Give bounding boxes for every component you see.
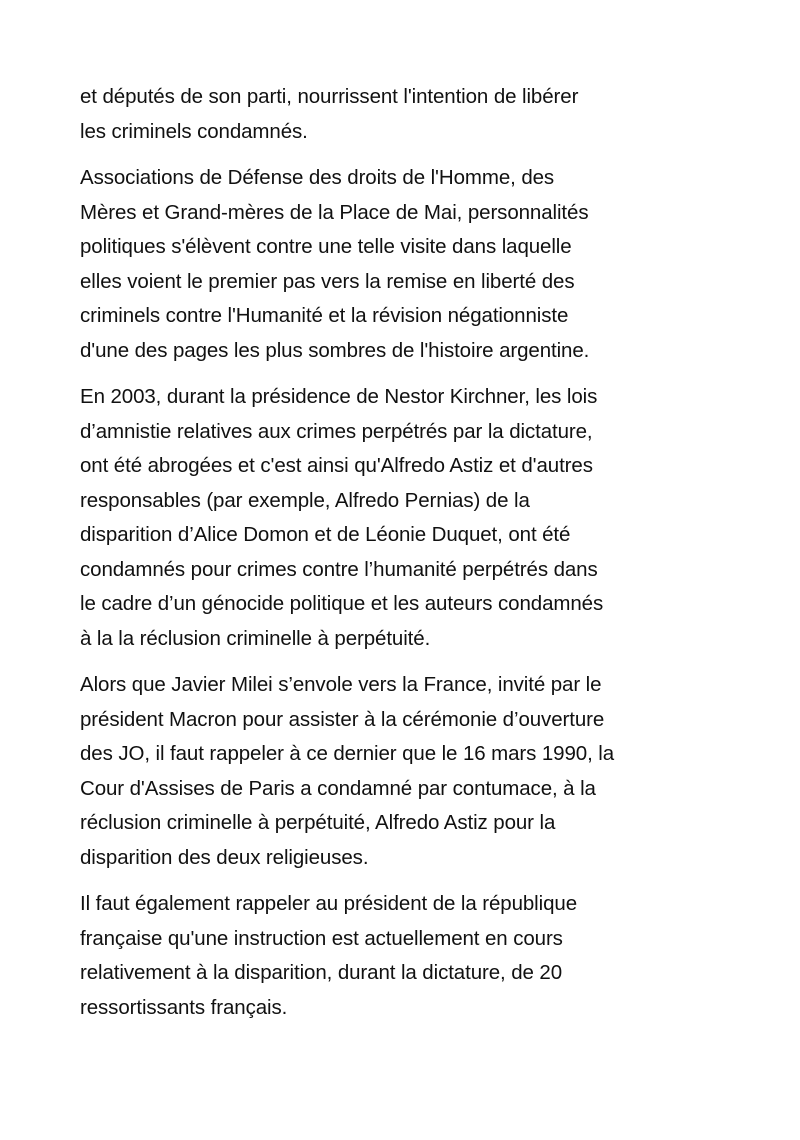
- text-line: Mères et Grand-mères de la Place de Mai, personnalités: [80, 200, 589, 224]
- text-line: réclusion criminelle à perpétuité, Alfredo Astiz pour la: [80, 811, 556, 834]
- text-line: à la la réclusion criminelle à perpétuité.: [80, 626, 431, 650]
- text-line: ont été abrogées et c'est ainsi qu'Alfredo Astiz et d'autres: [80, 454, 593, 477]
- text-line: président Macron pour assister à la cérémonie d’ouverture: [80, 707, 605, 731]
- text-line: et députés de son parti, nourrissent l'intention de libérer: [80, 85, 579, 108]
- text-line: elles voient le premier pas vers la remise en liberté des: [80, 269, 575, 293]
- text-line: politiques s'élèvent contre une telle visite dans laquelle: [80, 235, 572, 258]
- text-line: d’amnistie relatives aux crimes perpétrés par la dictature,: [80, 419, 593, 443]
- text-line: disparition d’Alice Domon et de Léonie Duquet, ont été: [80, 523, 571, 546]
- paragraph-5: [80, 887, 730, 1025]
- article-body: [80, 80, 730, 1037]
- text-line: d'une des pages les plus sombres de l'histoire argentine.: [80, 338, 590, 362]
- paragraph-3: [80, 380, 730, 656]
- text-line: relativement à la disparition, durant la dictature, de 20: [80, 961, 563, 984]
- text-line: Associations de Défense des droits de l'Homme, des: [80, 166, 555, 189]
- text-line: des JO, il faut rappeler à ce dernier que le 16 mars 1990, la: [80, 742, 615, 765]
- text-line: les criminels condamnés.: [80, 119, 308, 143]
- text-line: criminels contre l'Humanité et la révision négationniste: [80, 304, 569, 327]
- text-line: Cour d'Assises de Paris a condamné par contumace, à la: [80, 776, 596, 800]
- text-line: responsables (par exemple, Alfredo Pernias) de la: [80, 488, 530, 512]
- text-line: Il faut également rappeler au président de la république: [80, 892, 577, 915]
- text-line: En 2003, durant la présidence de Nestor Kirchner, les lois: [80, 385, 598, 408]
- paragraph-4: [80, 668, 730, 875]
- text-line: ressortissants français.: [80, 995, 288, 1019]
- text-line: le cadre d’un génocide politique et les auteurs condamnés: [80, 592, 604, 615]
- text-line: française qu'une instruction est actuellement en cours: [80, 926, 563, 950]
- paragraph-1: [80, 80, 730, 149]
- text-line: condamnés pour crimes contre l’humanité perpétrés dans: [80, 557, 598, 581]
- text-line: Alors que Javier Milei s’envole vers la France, invité par le: [80, 673, 602, 696]
- text-line: disparition des deux religieuses.: [80, 845, 369, 869]
- paragraph-2: [80, 161, 730, 368]
